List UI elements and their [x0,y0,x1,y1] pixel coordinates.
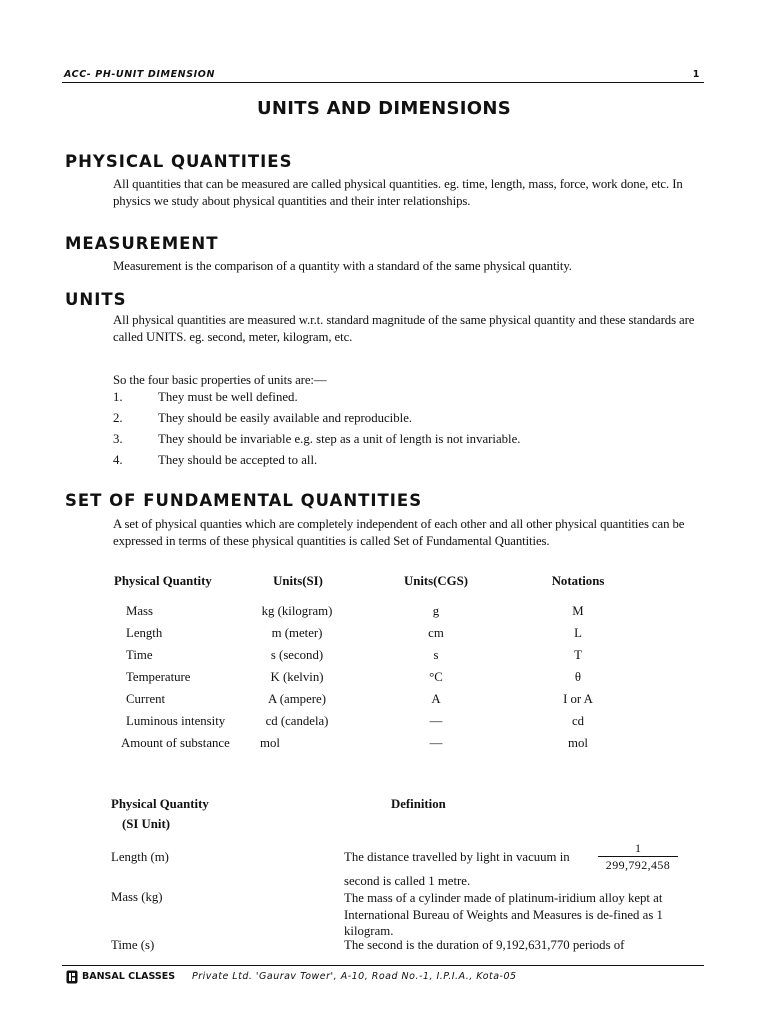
table2-header-quantity: Physical Quantity [111,797,209,811]
table-cell: I or A [563,692,593,706]
table1-header-notations: Notations [551,574,605,588]
table-cell: T [574,648,582,662]
table-cell: cd [571,714,585,728]
table-cell: θ [574,670,582,684]
time-definition: The second is the duration of 9,192,631,770 periods of [344,938,625,952]
table-cell: Mass [126,604,154,618]
list-item: They must be well defined. [158,390,298,404]
list-item: They should be easily available and reproducible. [158,411,413,425]
table-cell: kg (kilogram) [261,604,333,618]
heading-fundamental-quantities: SET OF FUNDAMENTAL QUANTITIES [65,491,423,510]
table-cell: Temperature [126,670,191,684]
table-cell: cm [428,626,444,640]
fraction-numerator: 1 [635,841,641,855]
footer-brand: BANSAL CLASSES [82,971,176,982]
bansal-logo-icon [66,970,78,984]
header-title: ACC- PH-UNIT DIMENSION [64,69,216,80]
paragraph-measurement: Measurement is the comparison of a quantity with a standard of the same physical quantity. [113,259,572,273]
table1-header-cgs: Units(CGS) [404,574,468,588]
table-cell: s (second) [270,648,324,662]
table-cell: Current [126,692,166,706]
page-number: 1 [692,69,700,80]
table-cell: mol [260,736,280,750]
length-definition-b: second is called 1 metre. [344,874,471,888]
heading-physical-quantities: PHYSICAL QUANTITIES [65,152,293,171]
table-cell: Luminous intensity [126,714,226,728]
running-header [62,68,704,83]
table-cell: Amount of substance [121,736,230,750]
page-title: UNITS AND DIMENSIONS [257,98,511,119]
table2-header-unit: (SI Unit) [122,817,170,831]
table-cell: A [431,692,441,706]
paragraph-physical-quantities: All quantities that can be measured are called physical quantities. eg. time, length, mass, force, work done, etc. In physics we study about physical quantities and their inter relationships. [113,177,683,208]
mass-label: Mass (kg) [111,890,163,904]
table-cell: — [429,714,443,728]
table-cell: M [572,604,584,618]
list-number: 3. [113,432,123,446]
table-cell: Length [126,626,163,640]
length-definition-a: The distance travelled by light in vacuum in [344,850,570,864]
heading-units: UNITS [65,290,127,309]
paragraph-units: All physical quantities are measured w.r.t. standard magnitude of the same physical quantity and these standards are called UNITS. eg. second, meter, kilogram, etc. [113,313,695,344]
list-item: They should be invariable e.g. step as a unit of length is not invariable. [158,432,521,446]
table-cell: °C [429,670,443,684]
table-cell: K (kelvin) [270,670,324,684]
list-number: 4. [113,453,123,467]
table-cell: mol [568,736,588,750]
list-item: They should be accepted to all. [158,453,318,467]
table-cell: g [432,604,440,618]
table1-header-quantity: Physical Quantity [114,574,212,588]
running-footer [62,965,704,988]
table-cell: A (ampere) [268,692,326,706]
table-cell: — [429,736,443,750]
table2-header-definition: Definition [391,797,446,811]
list-number: 1. [113,390,123,404]
fraction-denominator: 299,792,458 [605,858,671,872]
table1-header-si: Units(SI) [273,574,323,588]
units-intro: So the four basic properties of units are:— [113,373,327,387]
list-number: 2. [113,411,123,425]
length-fraction [598,840,678,873]
heading-measurement: MEASUREMENT [65,234,219,253]
table-cell: L [574,626,582,640]
length-label: Length (m) [111,850,169,864]
table-cell: m (meter) [271,626,323,640]
mass-definition: The mass of a cylinder made of platinum-iridium alloy kept at International Bureau of Weights and Measures is de-fined as 1 kilogram. [344,891,663,938]
table-cell: cd (candela) [265,714,329,728]
paragraph-fundamental-quantities: A set of physical quanties which are completely independent of each other and all other physical quantities can be expressed in terms of these physical quantities is called Set of Fundamental Quantities. [113,517,685,548]
footer-address: Private Ltd. 'Gaurav Tower', A-10, Road No.-1, I.P.I.A., Kota-05 [192,971,517,982]
table-cell: s [433,648,439,662]
time-label: Time (s) [111,938,155,952]
table-cell: Time [126,648,153,662]
